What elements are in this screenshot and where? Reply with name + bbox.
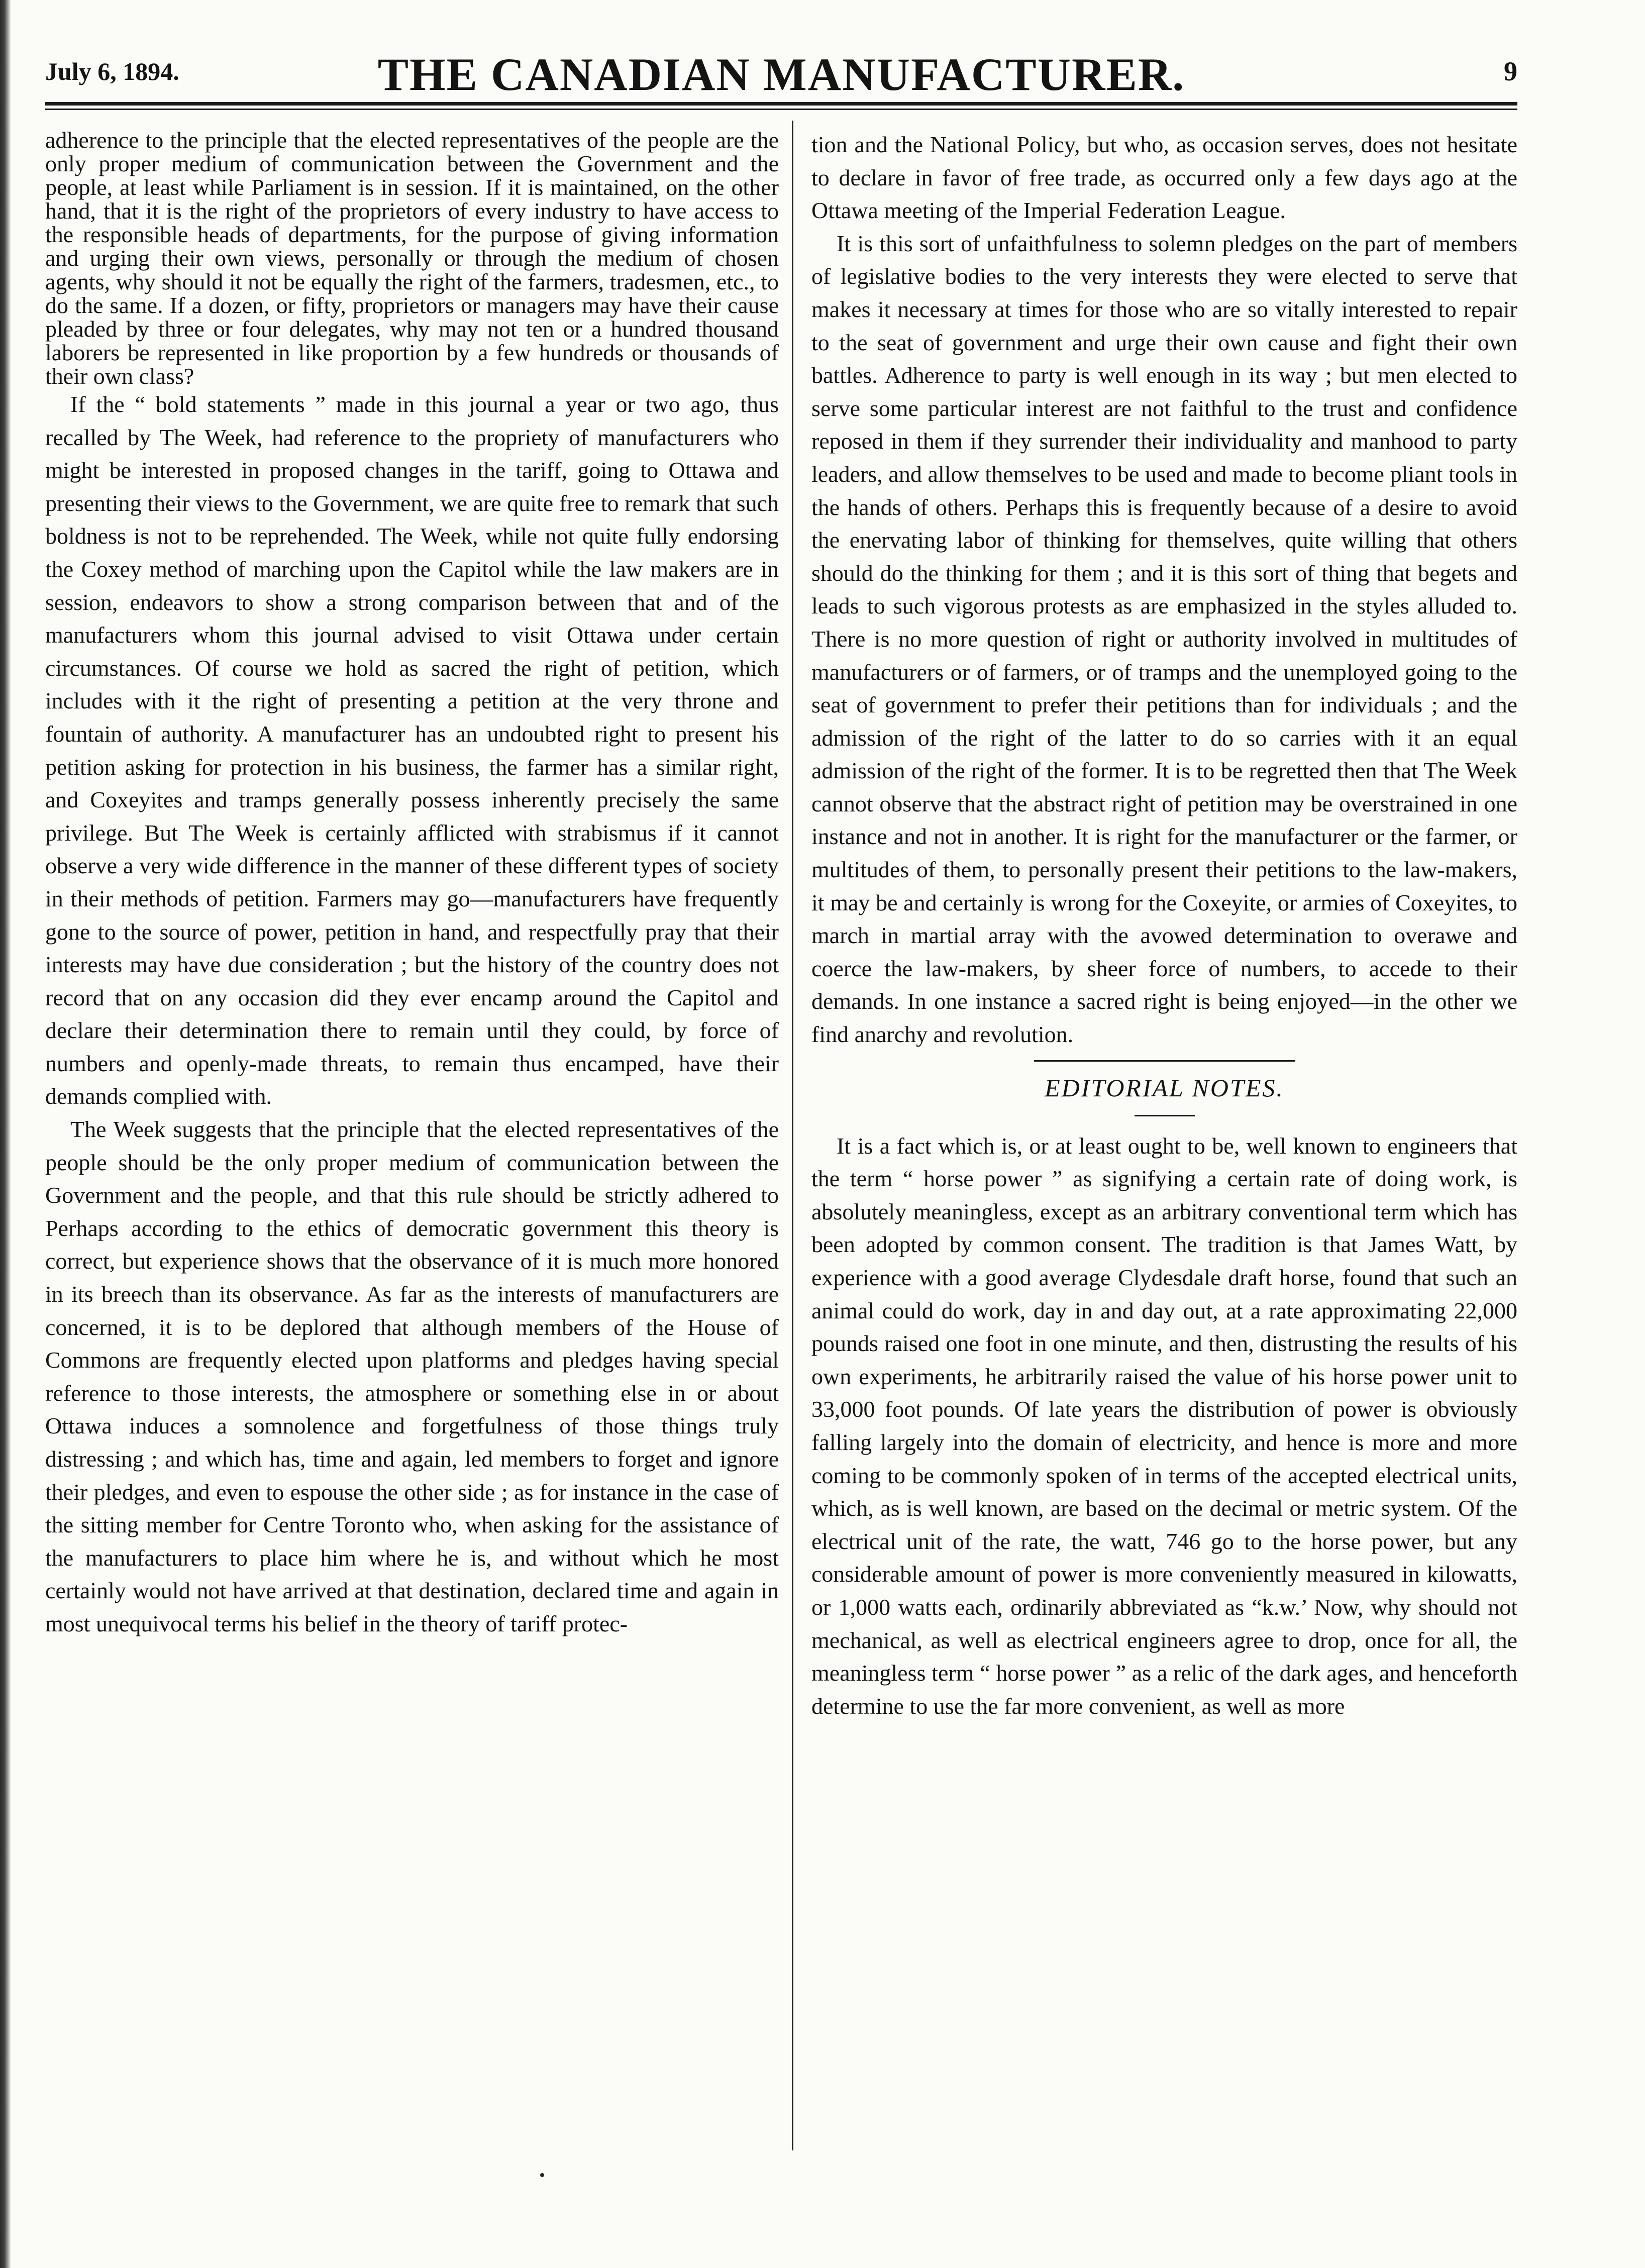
printer-mark: [540, 2173, 544, 2177]
publication-title: THE CANADIAN MANUFACTURER.: [377, 49, 1185, 100]
article-paragraph: If the “ bold statements ” made in this journal a year or two ago, thus recalled by The Week, had reference to the propriety of manufacturers who might be interested in proposed changes in the tariff, going to Ottawa and presenting their views to the Government, we are quite free to remark that such boldness is not to be reprehended. The Week, while not quite fully endorsing the Coxey method of marching upon the Capitol while the law makers are in session, endeavors to show a strong comparison between that and of the manufacturers whom this journal advised to visit Ottawa under certain circumstances. Of course we hold as sacred the right of petition, which includes with it the right of presenting a petition at the very throne and fountain of authority. A manufacturer has an undoubted right to present his petition asking for protection in his business, the farmer has a similar right, and Coxeyites and tramps generally possess inherently precisely the same privilege. But The Week is certainly afflicted with strabismus if it cannot observe a very wide difference in the manner of these different types of society in their methods of petition. Farmers may go—manufacturers have frequently gone to the source of power, petition in hand, and respectfully pray that their interests may have due consideration ; but the history of the country does not record that on any occasion did they ever encamp around the Capitol and declare their determination there to remain until they could, by force of numbers and openly-made threats, to remain thus encamped, have their demands complied with.: [45, 391, 779, 1109]
article-paragraph: It is this sort of unfaithfulness to solemn pledges on the part of members of legislative bodies to the very interests they were elected to serve that makes it necessary at times for those who are so vitally interested to repair to the seat of government and urge their own cause and fight their own battles. Adherence to party is well enough in its way ; but men elected to serve some particular interest are not faithful to the trust and confidence reposed in them if they surrender their individuality and manhood to party leaders, and allow themselves to be used and made to become pliant tools in the hands of others. Perhaps this is frequently because of a desire to avoid the enervating labor of thinking for themselves, quite willing that others should do the thinking for them ; and it is this sort of thing that begets and leads to such vigorous protests as are emphasized in the styles alluded to. There is no more question of right or authority involved in multitudes of manufacturers or of farmers, or of tramps and the unemployed going to the seat of government to prefer their petitions than for individuals ; and the admission of the right of the latter to do so carries with it an equal admission of the right of the former. It is to be regretted then that The Week cannot observe that the abstract right of petition may be overstrained in one instance and not in another. It is right for the manufacturer or the farmer, or multitudes of them, to personally present their petitions to the law-makers, it may be and certainly is wrong for the Coxeyite, or armies of Coxeyites, to march in martial array with the avowed determination to overawe and coerce the law-makers, by sheer force of numbers, to accede to their demands. In one instance a sacred right is being enjoyed—in the other we find anarchy and revolution.: [811, 230, 1517, 1048]
left-column: [45, 128, 779, 1640]
section-rule-small: [1135, 1115, 1195, 1116]
scan-binding-edge: [0, 0, 11, 2268]
page-header: [45, 48, 1517, 103]
page-number: 9: [1504, 56, 1517, 86]
right-column: [811, 128, 1517, 1722]
editorial-paragraph: It is a fact which is, or at least ought to be, well known to engineers that the term “ horse power ” as signifying a certain rate of doing work, is absolutely meaningless, except as an arbitrary conventional term which has been adopted by common consent. The tradition is that James Watt, by experience with a good average Clydesdale draft horse, found that such an animal could do work, day in and day out, at a rate approximating 22,000 pounds raised one foot in one minute, and then, distrusting the results of his own experiments, he arbitrarily raised the value of his horse power unit to 33,000 foot pounds. Of late years the distribution of power is obviously falling largely into the domain of electricity, and hence is more and more coming to be commonly spoken of in terms of the accepted electrical units, which, as is well known, are based on the decimal or metric system. Of the electrical unit of the rate, the watt, 746 go to the horse power, but any considerable amount of power is more conveniently measured in kilowatts, or 1,000 watts each, ordinarily abbreviated as “k.w.’ Now, why should not mechanical, as well as electrical engineers agree to drop, once for all, the meaningless term “ horse power ” as a relic of the dark ages, and henceforth determine to use the far more convenient, as well as more: [811, 1132, 1517, 1719]
article-paragraph: The Week suggests that the principle that the elected representatives of the people should be the only proper medium of communication between the Government and the people, and that this rule should be strictly adhered to Perhaps according to the ethics of democratic government this theory is correct, but experience shows that the observance of it is much more honored in its breech than its observance. As far as the interests of manufacturers are concerned, it is to be deplored that although members of the House of Commons are frequently elected upon platforms and pledges having special reference to those interests, the atmosphere or something else in or about Ottawa induces a somnolence and forgetfulness of those things truly distressing ; and which has, time and again, led members to forget and ignore their pledges, and even to espouse the other side ; as for instance in the case of the sitting member for Centre Toronto who, when asking for the assistance of the manufacturers to place him where he is, and without which he most certainly would not have arrived at that destination, declared time and again in most unequivocal terms his belief in the theory of tariff protec-: [45, 1116, 779, 1636]
section-heading: EDITORIAL NOTES.: [1045, 1073, 1284, 1102]
header-rule-thick: [45, 102, 1517, 106]
issue-date: July 6, 1894.: [45, 57, 179, 85]
article-paragraph: adherence to the principle that the elected representatives of the people are the only proper medium of communication between the Government and the people, at least while Parliament is in session. If it is maintained, on the other hand, that it is the right of the proprietors of every industry to have access to the responsible heads of departments, for the purpose of giving information and urging their own views, personally or through the medium of chosen agents, why should it not be equally the right of the farmers, tradesmen, etc., to do the same. If a dozen, or fifty, proprietors or managers may have their cause pleaded by three or four delegates, why may not ten or a hundred thousand laborers be represented in like proportion by a few hundreds or thousands of their own class?: [45, 127, 779, 389]
section-rule: [1034, 1060, 1295, 1062]
article-paragraph: tion and the National Policy, but who, as occasion serves, does not hesitate to declare in favor of free trade, as occurred only a few days ago at the Ottawa meeting of the Imperial Federation League.: [811, 132, 1517, 224]
column-divider: [792, 121, 793, 2150]
section-heading-block: [811, 1060, 1517, 1116]
header-rule-thin: [45, 109, 1517, 110]
